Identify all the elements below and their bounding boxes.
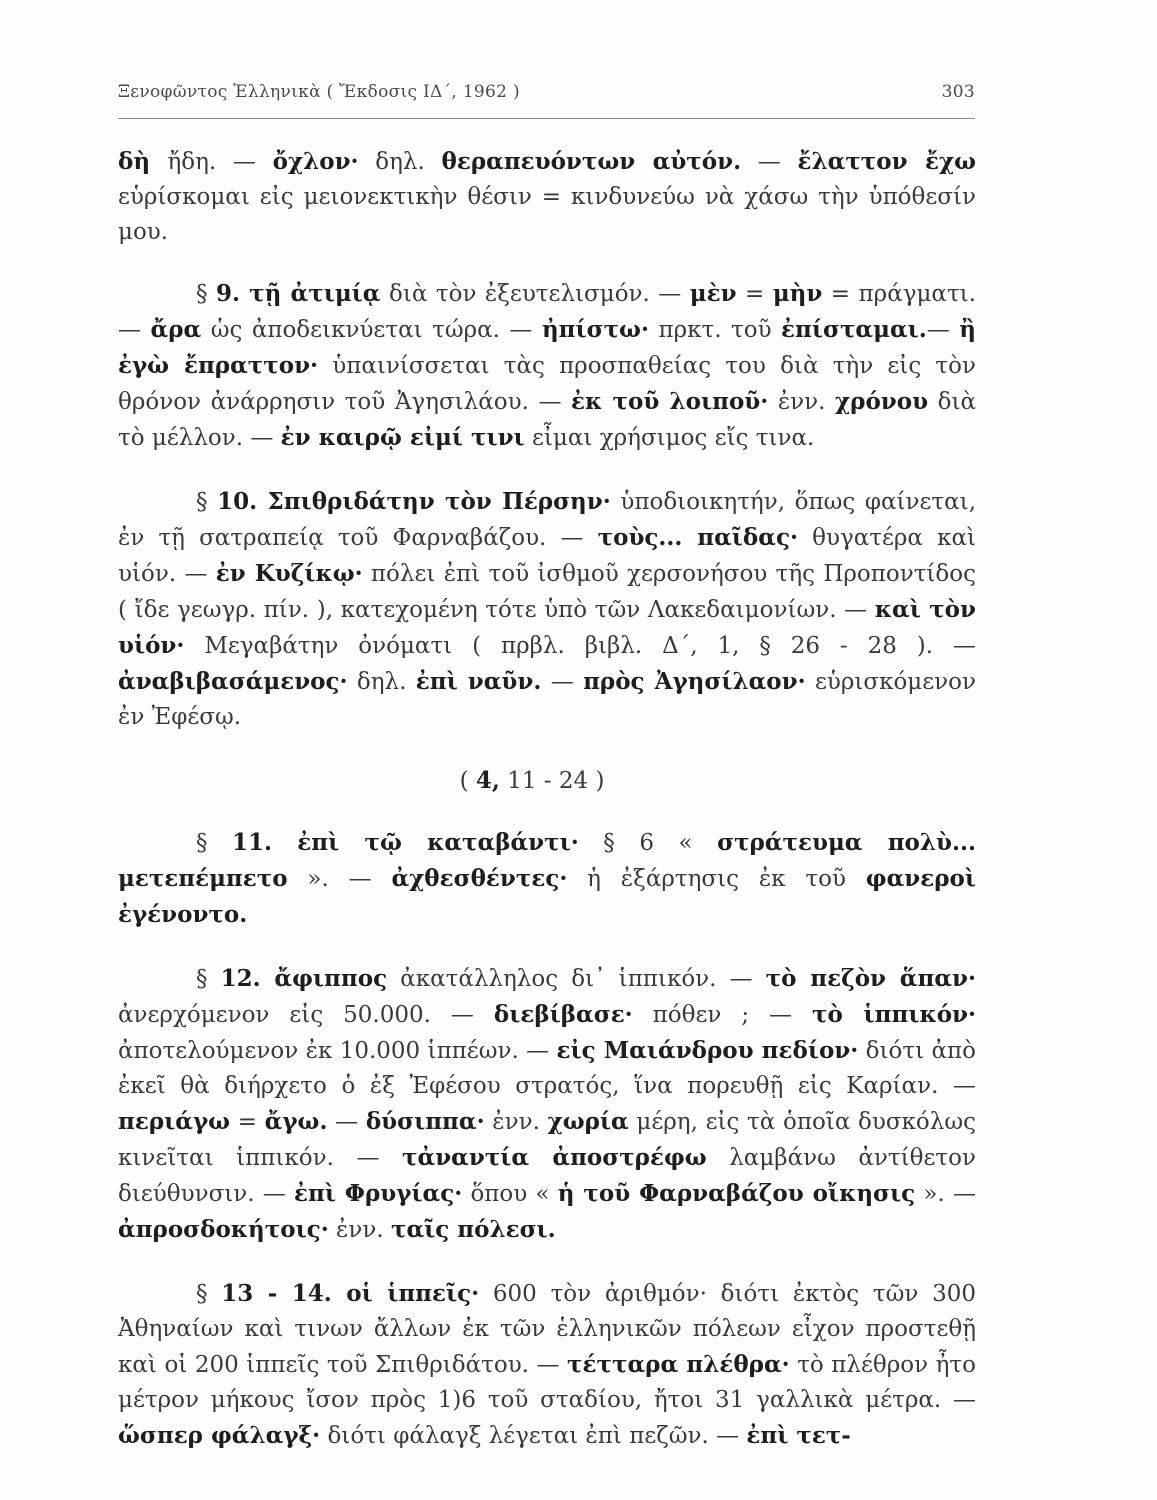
lemma-term: μὴν (772, 280, 823, 307)
lemma-term: τὸ πεζὸν ἅπαν· (765, 965, 976, 992)
paragraph (118, 144, 976, 250)
gloss-text: εὑρίσκομαι εἰς μειονεκτικὴν θέσιν = κινδυνεύω νὰ χάσω τὴν ὑπόθεσίν μου. (118, 184, 976, 245)
lemma-term: τοὺς... παῖδας· (597, 524, 798, 551)
lemma-term: ἀχθεσθέντες· (391, 865, 568, 892)
lemma-term: ταῖς πόλεσι. (390, 1216, 556, 1243)
lemma-term: 12. ἄφιππος (220, 965, 388, 992)
paragraph-section-10 (118, 484, 976, 735)
gloss-text: δηλ. (347, 669, 416, 695)
lemma-term: ἔλαττον ἔχω (797, 148, 976, 175)
lemma-term: ἠπίστω· (541, 316, 649, 343)
lemma-term: φανεροὶ ἐγένοντο. (118, 865, 976, 928)
gloss-text: = πράγματι. — (118, 281, 977, 343)
lemma-term: ἄγω. (264, 1108, 328, 1135)
gloss-text: θυγατέρα καὶ υἱόν. — (118, 525, 976, 587)
lemma-term: θεραπευόντων αὐτόν. (441, 148, 742, 175)
gloss-text: πόλει ἐπὶ τοῦ ἰσθμοῦ χερσονήσου τῆς Προποντίδος ( ἴδε γεωγρ. πίν. ), κατεχομένη τότε ὑπὸ τῶν Λακεδαιμονίων. — (118, 561, 977, 623)
paragraph-section-11 (118, 825, 976, 933)
gloss-text: λαμβάνω ἀντίθετον διεύθυνσιν. — (118, 1145, 976, 1207)
gloss-text: διὰ τὸν ἐξευτελισμόν. — (380, 281, 690, 307)
lemma-term: ὥσπερ φάλαγξ· (118, 1422, 321, 1449)
gloss-text: ἀποτελούμενον ἐκ 10.000 ἱππέων. — (118, 1038, 557, 1064)
gloss-text: ὅπου « (462, 1181, 558, 1207)
gloss-text: § (196, 966, 221, 992)
lemma-term: 11. ἐπὶ τῷ καταβάντι· (232, 829, 579, 856)
gloss-text: ὡς ἀποδεικνύεται τώρα. — (201, 317, 542, 343)
lemma-term: ἢ ἐγὼ ἔπραττον· (118, 316, 977, 379)
lemma-term: περιάγω (118, 1108, 231, 1135)
gloss-text: ἐνν. (328, 1217, 391, 1243)
gloss-text: ὑπαινίσσεται τὰς προσπαθείας του διὰ τὴν εἰς τὸν θρόνον ἀνάρρησιν τοῦ Ἀγησιλάου. — (118, 353, 976, 415)
lemma-term: 10. Σπιθριδάτην τὸν Πέρσην· (217, 488, 611, 515)
gloss-text: § (196, 489, 218, 515)
lemma-term: μὲν (689, 280, 737, 307)
lemma-term: ἐκ τοῦ λοιποῦ· (571, 388, 769, 415)
gloss-text: Μεγαβάτην ὀνόματι ( πρβλ. βιβλ. Δ΄, 1, § 26 - 28 ). — (184, 633, 976, 659)
gloss-text: μέρη, εἰς τὰ ὁποῖα δυσκόλως κινεῖται ἱππικόν. — (118, 1109, 976, 1171)
lemma-term: ἀπροσδοκήτοις· (118, 1216, 329, 1243)
paragraph-section-9 (118, 276, 976, 456)
lemma-term: πρὸς Ἀγησίλαον· (583, 668, 806, 695)
gloss-text: τὸ πλέθρον ἦτο μέτρον μήκους ἴσον πρὸς 1)6 τοῦ σταδίου, ἤτοι 31 γαλλικὰ μέτρα. — (118, 1352, 976, 1413)
lemma-term: τὸ ἱππικόν· (812, 1001, 977, 1028)
gloss-text: εἶμαι χρήσιμος εἴς τινα. (524, 425, 815, 451)
gloss-text: — (541, 669, 584, 695)
gloss-text: 600 τὸν ἀριθμόν· διότι ἐκτὸς τῶν 300 Ἀθηναίων καὶ τινων ἄλλων ἐκ τῶν ἑλληνικῶν πόλεων εἶχον προστεθῇ καὶ οἱ 200 ἱππεῖς τοῦ Σπιθριδάτου. — (118, 1281, 976, 1378)
page-number: 303 (941, 82, 975, 102)
lemma-term: διεβίβασε· (493, 1001, 633, 1028)
gloss-text: διότι φάλαγξ λέγεται ἐπὶ πεζῶν. — (320, 1423, 747, 1449)
lemma-term: χωρία (547, 1108, 629, 1135)
gloss-text: § (196, 830, 233, 856)
gloss-text: πρκτ. τοῦ (648, 317, 782, 343)
lemma-term: καὶ τὸν υἱόν· (118, 596, 976, 659)
gloss-text: πόθεν ; — (632, 1002, 813, 1028)
lemma-term: χρόνου (835, 388, 929, 415)
gloss-text: ἀνερχόμενον εἰς 50.000. — (118, 1002, 494, 1028)
lemma-term: τἀναντία ἀποστρέφω (402, 1144, 707, 1171)
running-header (118, 82, 975, 102)
gloss-text: § (196, 1281, 222, 1307)
lemma-term: 9. τῇ ἀτιμίᾳ (215, 280, 381, 307)
gloss-text: διὰ τὸ μέλλον. — (118, 389, 976, 451)
lemma-term: ἐν Κυζίκῳ· (215, 560, 363, 587)
gloss-text: § (196, 281, 216, 307)
commentary-body (118, 144, 976, 1482)
lemma-term: ἐπὶ ναῦν. (415, 668, 542, 695)
gloss-text: ». — (915, 1181, 976, 1207)
gloss-text: ἐνν. (484, 1109, 548, 1135)
gloss-text: ». — (287, 866, 392, 892)
gloss-text: — (926, 317, 960, 343)
gloss-text: ἀκατάλληλος δι᾿ ἱππικόν. — (387, 966, 766, 992)
lemma-term: 13 - 14. οἱ ἱππεῖς· (221, 1280, 480, 1307)
gloss-text: εὑρισκόμενον ἐν Ἐφέσῳ. (118, 669, 976, 730)
gloss-text: — (741, 149, 798, 175)
paragraph-section-13-14 (118, 1276, 976, 1454)
lemma-term: ἐν καιρῷ εἰμί τινι (280, 424, 525, 451)
lemma-term: εἰς Μαιάνδρου πεδίον· (556, 1037, 859, 1064)
section-heading (118, 763, 976, 799)
gloss-text: ἡ ἐξάρτησις ἐκ τοῦ (567, 866, 866, 892)
header-rule (118, 118, 975, 119)
lemma-term: τέτταρα πλέθρα· (567, 1351, 790, 1378)
section-heading-open: ( (459, 768, 476, 794)
gloss-text: δηλ. (358, 149, 442, 175)
lemma-term: στράτευμα πολὺ... μετεπέμπετο (118, 829, 977, 892)
gloss-text: = (230, 1109, 265, 1135)
lemma-term: δὴ (118, 148, 168, 175)
paragraph-section-12 (118, 961, 976, 1248)
header-title: Ξενοφῶντος Ἑλληνικὰ ( Ἔκδοσις ΙΔ΄, 1962 ) (118, 82, 520, 102)
lemma-term: ἐπὶ τετ- (746, 1422, 851, 1449)
gloss-text: — (327, 1109, 366, 1135)
lemma-term: ἐπὶ Φρυγίας· (294, 1180, 463, 1207)
lemma-term: ἀναβιβασάμενος· (118, 668, 348, 695)
lemma-term: ἡ τοῦ Φαρναβάζου οἴκησις (557, 1180, 916, 1207)
gloss-text: διότι ἀπὸ ἐκεῖ θὰ διήρχετο ὁ ἐξ Ἐφέσου στρατός, ἵνα πορευθῇ εἰς Καρίαν. — (118, 1038, 976, 1099)
gloss-text: ἐνν. (768, 389, 836, 415)
lemma-term: δύσιππα· (365, 1108, 485, 1135)
section-heading-range: 11 - 24 ) (499, 768, 605, 794)
lemma-term: ὄχλον· (272, 148, 359, 175)
gloss-text: = (736, 281, 773, 307)
gloss-text: ὑποδιοικητήν, ὅπως φαίνεται, ἐν τῇ σατραπείᾳ τοῦ Φαρναβάζου. — (118, 489, 977, 551)
gloss-text: ἤδη. — (167, 149, 273, 175)
gloss-text: § 6 « (578, 830, 718, 856)
lemma-term: ἄρα (150, 316, 202, 343)
lemma-term: ἐπίσταμαι. (781, 316, 927, 343)
section-heading-book: 4, (475, 767, 500, 794)
